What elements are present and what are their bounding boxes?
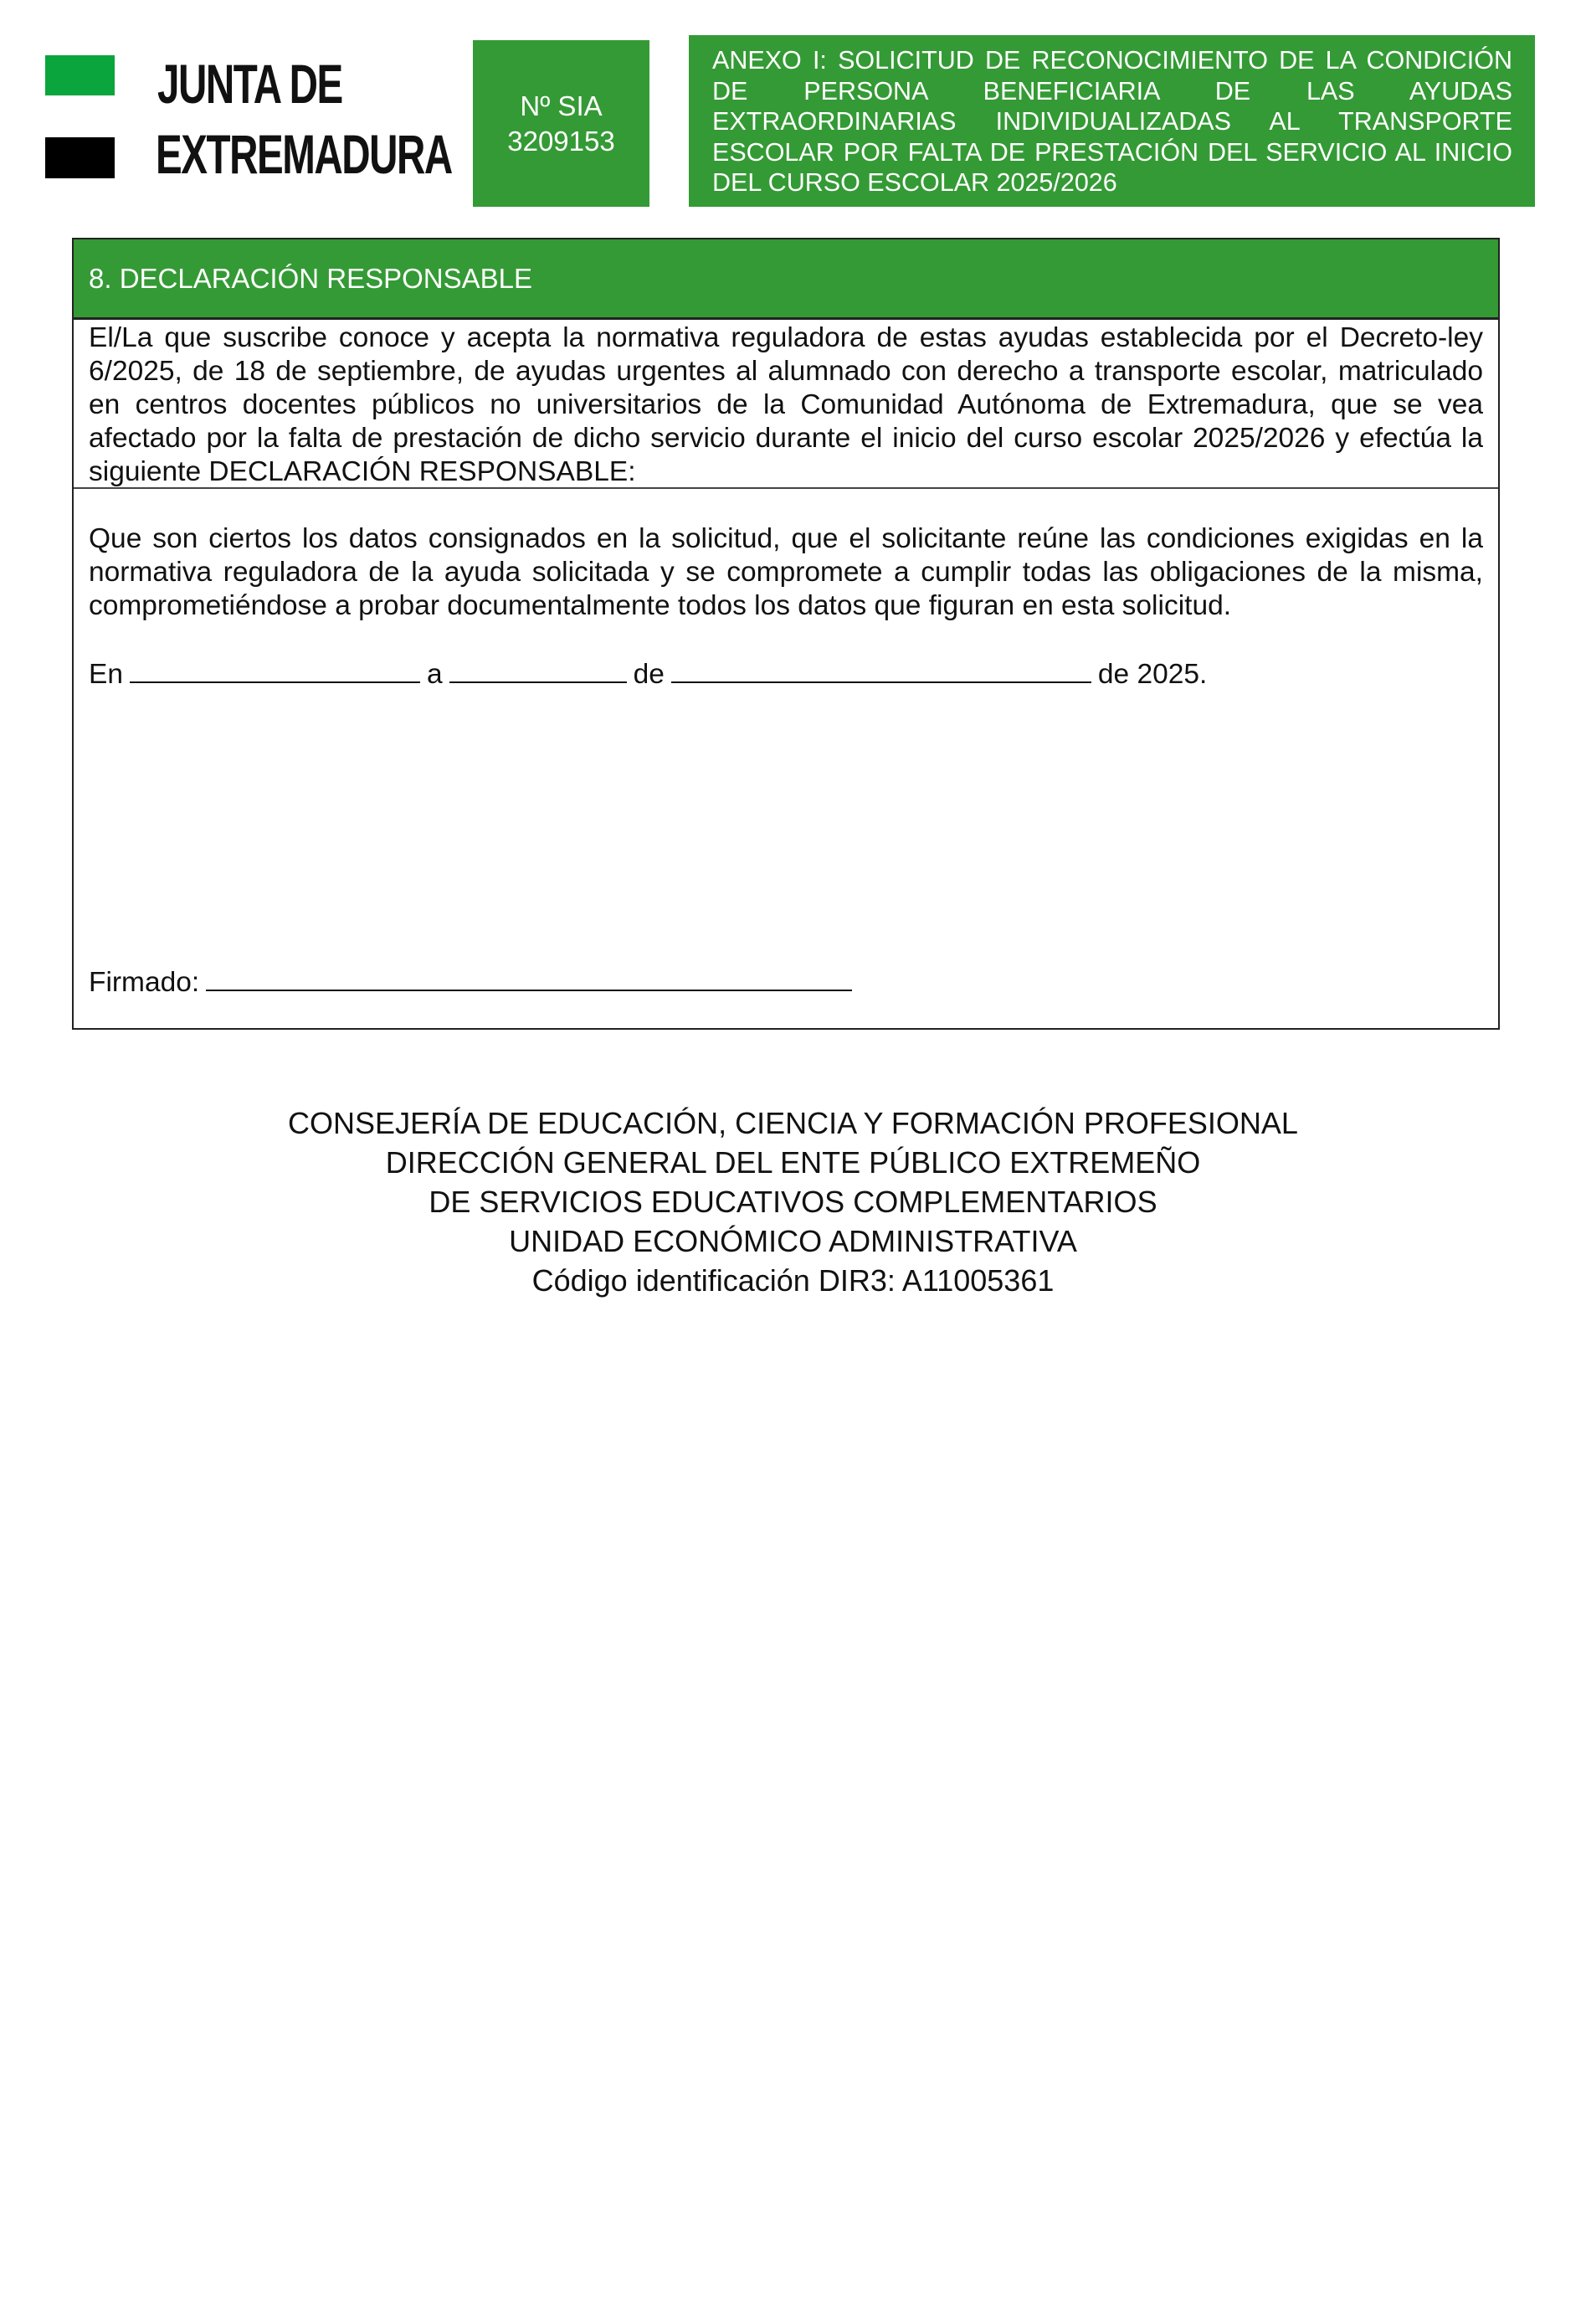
signature-field[interactable] bbox=[206, 964, 852, 991]
declaration-paragraph: Que son ciertos los datos consignados en la solicitud, que el solicitante reúne las condiciones exigidas en la normativa reguladora de la ayuda solicitada y se compromete a cumplir todas las obligaciones de la misma, comprometiéndose a probar documentalmente todos los datos que figuran en esta solicitud. bbox=[89, 523, 1483, 621]
signed-label: Firmado: bbox=[89, 967, 200, 998]
place-field[interactable] bbox=[130, 656, 420, 683]
declaration-section bbox=[72, 238, 1500, 1030]
section-title: 8. DECLARACIÓN RESPONSABLE bbox=[89, 262, 532, 294]
footer-line: DIRECCIÓN GENERAL DEL ENTE PÚBLICO EXTREMEÑO bbox=[385, 1145, 1201, 1180]
section-header bbox=[74, 239, 1498, 320]
annex-title: ANEXO I: SOLICITUD DE RECONOCIMIENTO DE LA CONDICIÓN DE PERSONA BENEFICIARIA DE LAS AYUDAS EXTRAORDINARIAS INDIVIDUALIZADAS AL TRANSPORTE ESCOLAR POR FALTA DE PRESTACIÓN DEL SERVICIO AL INICIO DEL CURSO ESCOLAR 2025/2026 bbox=[689, 35, 1535, 207]
a-label: a bbox=[426, 659, 443, 690]
footer bbox=[0, 1103, 1586, 1300]
footer-line: UNIDAD ECONÓMICO ADMINISTRATIVA bbox=[509, 1224, 1077, 1258]
date-line bbox=[89, 656, 1207, 691]
footer-line: DE SERVICIOS EDUCATIVOS COMPLEMENTARIOS bbox=[429, 1185, 1157, 1219]
sia-number: 3209153 bbox=[507, 125, 615, 157]
logo-text-line1: JUNTA DE bbox=[157, 53, 342, 115]
logo-green-square bbox=[45, 55, 115, 95]
day-field[interactable] bbox=[449, 656, 627, 683]
en-label: En bbox=[89, 659, 123, 690]
footer-line: CONSEJERÍA DE EDUCACIÓN, CIENCIA Y FORMACIÓN PROFESIONAL bbox=[288, 1106, 1298, 1140]
signature-line bbox=[89, 964, 859, 999]
intro-paragraph: El/La que suscribe conoce y acepta la normativa reguladora de estas ayudas establecida por el Decreto-ley 6/2025, de 18 de septiembre, de ayudas urgentes al alumnado con derecho a transporte escolar, matriculado en centros docentes públicos no universitarios de la Comunidad Autónoma de Extremadura, que se vea afectado por la falta de prestación de dicho servicio durante el inicio del curso escolar 2025/2026 y efectúa la siguiente DECLARACIÓN RESPONSABLE: bbox=[89, 322, 1483, 487]
logo-black-square bbox=[45, 137, 115, 178]
year-label: de 2025. bbox=[1097, 659, 1208, 690]
de-label: de bbox=[633, 659, 665, 690]
sia-label: Nº SIA bbox=[520, 90, 603, 121]
divider bbox=[74, 487, 1498, 489]
sia-box bbox=[473, 40, 649, 207]
month-field[interactable] bbox=[671, 656, 1091, 683]
logo-text-line2: EXTREMADURA bbox=[156, 123, 452, 185]
footer-line: Código identificación DIR3: A11005361 bbox=[531, 1263, 1055, 1298]
